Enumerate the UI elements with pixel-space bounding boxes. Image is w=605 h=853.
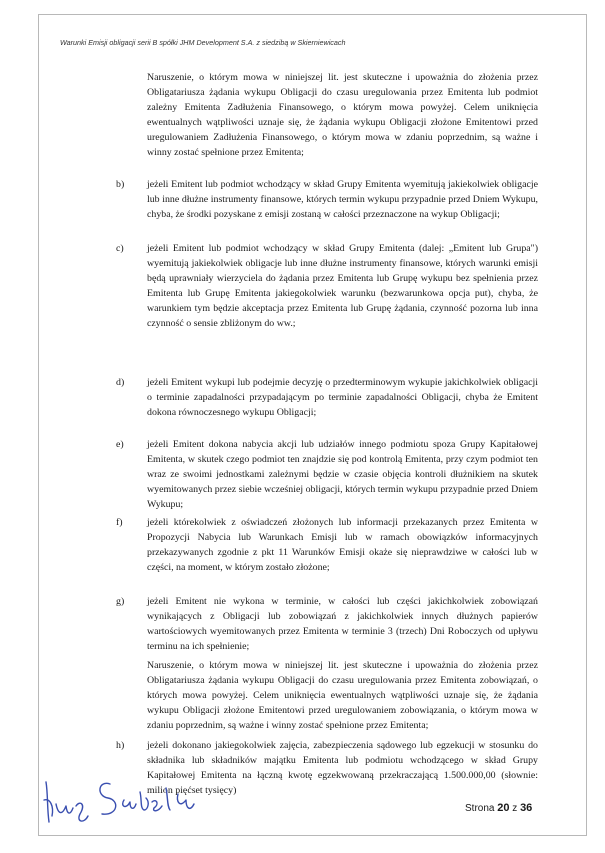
- item-letter: g): [116, 596, 125, 607]
- page-label: Strona: [465, 803, 495, 814]
- item-text: jeżeli Emitent dokona nabycia akcji lub udziałów innego podmiotu spoza Grupy Kapitałowej Emitenta, w skutek czego podmiot ten znajdzie się pod kontrolą Emitenta, przy czym podmiot ten wraz ze swoimi jednostkami zależnymi będzie w czasie objęcia kontroli dłużnikiem na skutek wyemitowanych przez siebie wcześniej obligacji, których termin wykupu przypadnie przed Dniem Wykupu;: [147, 439, 538, 511]
- item-text: jeżeli Emitent lub podmiot wchodzący w skład Grupy Emitenta (dalej: „Emitent lub Grupa") wyemitują jakiekolwiek obligacje lub inne dłużne instrumenty finansowe, których warunki emisji będą uprawniały wierzyciela do żądania przez Emitenta lub Grupę wykupu bez spełnienia przez Emitenta lub Grupę Emitenta jakiegokolwiek warunku (bezwarunkowa opcja put), chyba, że warunkiem tym będzie akceptacja przez Emitenta lub Grupę żądania, czynność pozorna lub inna czynność o sensie zbliżonym do ww.;: [147, 243, 538, 330]
- page-of: z: [512, 803, 518, 814]
- running-header: Warunki Emisji obligacji serii B spółki JHM Development S.A. z siedzibą w Skierniewicach: [60, 38, 346, 47]
- g-continuation-paragraph: Naruszenie, o którym mowa w niniejszej lit. jest skuteczne i upoważnia do złożenia przez Obligatariusza żądania wykupu Obligacji do czasu uregulowania przez Emitenta zobowiązań, o których mowa powyżej. Celem uniknięcia ewentualnych wątpliwości uznaje się, że żądania wykupu Obligacji złożone Emitentowi przed uregulowaniem zobowiązania, o którym mowa w zdaniu poprzednim, są ważne i winny zostać spełnione przez Emitenta;: [147, 660, 538, 732]
- item-letter: e): [116, 439, 124, 450]
- handwritten-signature: [40, 770, 200, 828]
- item-text: jeżeli którekolwiek z oświadczeń złożonych lub informacji przekazanych przez Emitenta w Propozycji Nabycia lub Warunkach Emisji lub w ramach obowiązków informacyjnych przekazywanych zgodnie z pkt 11 Warunków Emisji okaże się nieprawdziwe w całości lub w części, na moment, w którym zostało złożone;: [147, 517, 538, 574]
- total-pages: 36: [520, 802, 533, 814]
- intro-paragraph: Naruszenie, o którym mowa w niniejszej lit. jest skuteczne i upoważnia do złożenia przez Obligatariusza żądania wykupu Obligacji do czasu uregulowania przez Emitenta lub podmiot zależny Emitenta Zadłużenia Finansowego, o którym mowa powyżej. Celem uniknięcia ewentualnych wątpliwości uznaje się, że żądania wykupu Obligacji złożone Emitentowi przed uregulowaniem Zadłużenia Finansowego, o którym mowa w zdaniu poprzednim, są ważne i winny zostać spełnione przez Emitenta;: [147, 72, 538, 159]
- item-text: jeżeli Emitent nie wykona w terminie, w całości lub części jakichkolwiek zobowiązań wynikających z Obligacji lub zobowiązań z jakichkolwiek innych dłużnych papierów wartościowych wyemitowanych przez Emitenta w terminie 3 (trzech) Dni Roboczych od upływu terminu na ich spełnienie;: [147, 596, 538, 653]
- item-letter: h): [116, 740, 125, 751]
- item-letter: f): [116, 517, 123, 528]
- item-letter: c): [116, 243, 124, 254]
- item-text: jeżeli Emitent wykupi lub podejmie decyzję o przedterminowym wykupie jakichkolwiek obligacji o terminie zapadalności przypadającym po terminie zapadalności Obligacji, chyba że Emitent dokona równoczesnego wykupu Obligacji;: [147, 377, 538, 419]
- item-text: jeżeli Emitent lub podmiot wchodzący w skład Grupy Emitenta wyemitują jakiekolwiek obligacje lub inne dłużne instrumenty finansowe, których termin wykupu przypadnie przed Dniem Wykupu, chyba, że środki pozyskane z emisji zostaną w całości przeznaczone na wykup Obligacji;: [147, 179, 538, 221]
- item-text: jeżeli dokonano jakiegokolwiek zajęcia, zabezpieczenia sądowego lub egzekucji w stosunku do składnika lub składników majątku Emitenta lub podmiotu wchodzącego w skład Grupy Kapitałowej Emitenta na łączną kwotę egzekwowaną przekraczającą 1.500.000,00 (słownie: milion pięćset tysięcy): [147, 740, 538, 797]
- current-page: 20: [497, 802, 510, 814]
- page-number: [465, 802, 532, 814]
- item-letter: d): [116, 377, 125, 388]
- item-letter: b): [116, 179, 125, 190]
